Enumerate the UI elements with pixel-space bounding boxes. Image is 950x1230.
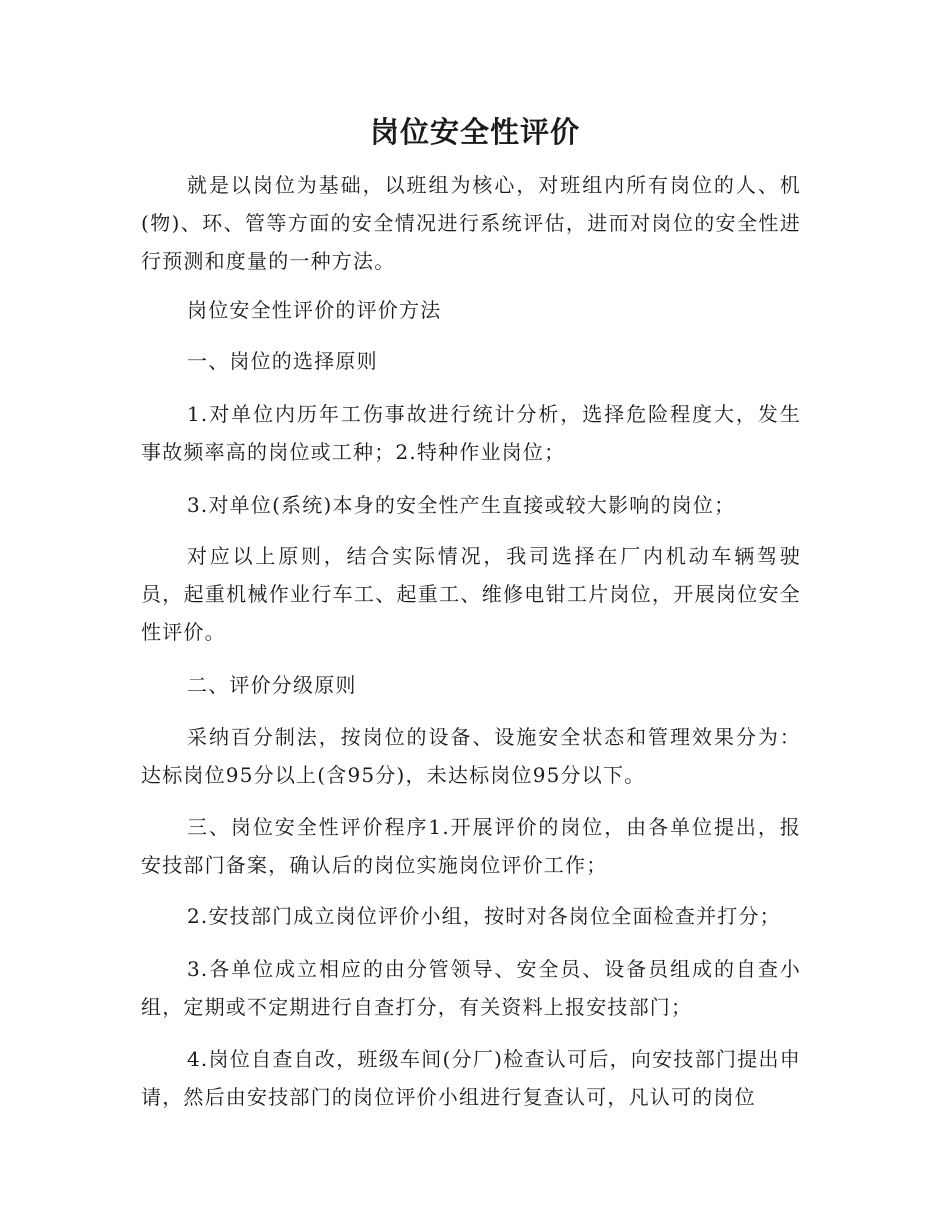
paragraph-scoring-method: 采纳百分制法，按岗位的设备、设施安全状态和管理效果分为：达标岗位95分以上(含95分)，未达标岗位95分以下。 — [141, 725, 801, 787]
paragraph-method-heading: 岗位安全性评价的评价方法 — [187, 298, 442, 322]
paragraph-procedure-2: 2.安技部门成立岗位评价小组，按时对各岗位全面检查并打分； — [187, 904, 781, 928]
paragraph-definition: 就是以岗位为基础，以班组为核心，对班组内所有岗位的人、机(物)、环、管等方面的安全情况进行系统评估，进而对岗位的安全性进行预测和度量的一种方法。 — [141, 173, 801, 273]
section-heading-grading-principles: 二、评价分级原则 — [187, 673, 357, 697]
paragraph-principle-1-2: 1.对单位内历年工伤事故进行统计分析，选择危险程度大，发生事故频率高的岗位或工种；2.特种作业岗位； — [141, 402, 801, 464]
section-heading-selection-principles: 一、岗位的选择原则 — [187, 349, 378, 373]
document-title: 岗位安全性评价 — [369, 115, 580, 149]
paragraph-procedure-3: 3.各单位成立相应的由分管领导、安全员、设备员组成的自查小组，定期或不定期进行自查打分，有关资料上报安技部门； — [141, 957, 801, 1019]
paragraph-selected-positions: 对应以上原则，结合实际情况，我司选择在厂内机动车辆驾驶员，起重机械作业行车工、起重工、维修电钳工片岗位，开展岗位安全性评价。 — [141, 544, 801, 644]
paragraph-procedure-1: 三、岗位安全性评价程序1.开展评价的岗位，由各单位提出，报安技部门备案，确认后的岗位实施岗位评价工作； — [141, 815, 801, 877]
paragraph-principle-3: 3.对单位(系统)本身的安全性产生直接或较大影响的岗位； — [187, 493, 736, 517]
paragraph-procedure-4: 4.岗位自查自改，班级车间(分厂)检查认可后，向安技部门提出申请，然后由安技部门的岗位评价小组进行复查认可，凡认可的岗位 — [141, 1047, 801, 1109]
